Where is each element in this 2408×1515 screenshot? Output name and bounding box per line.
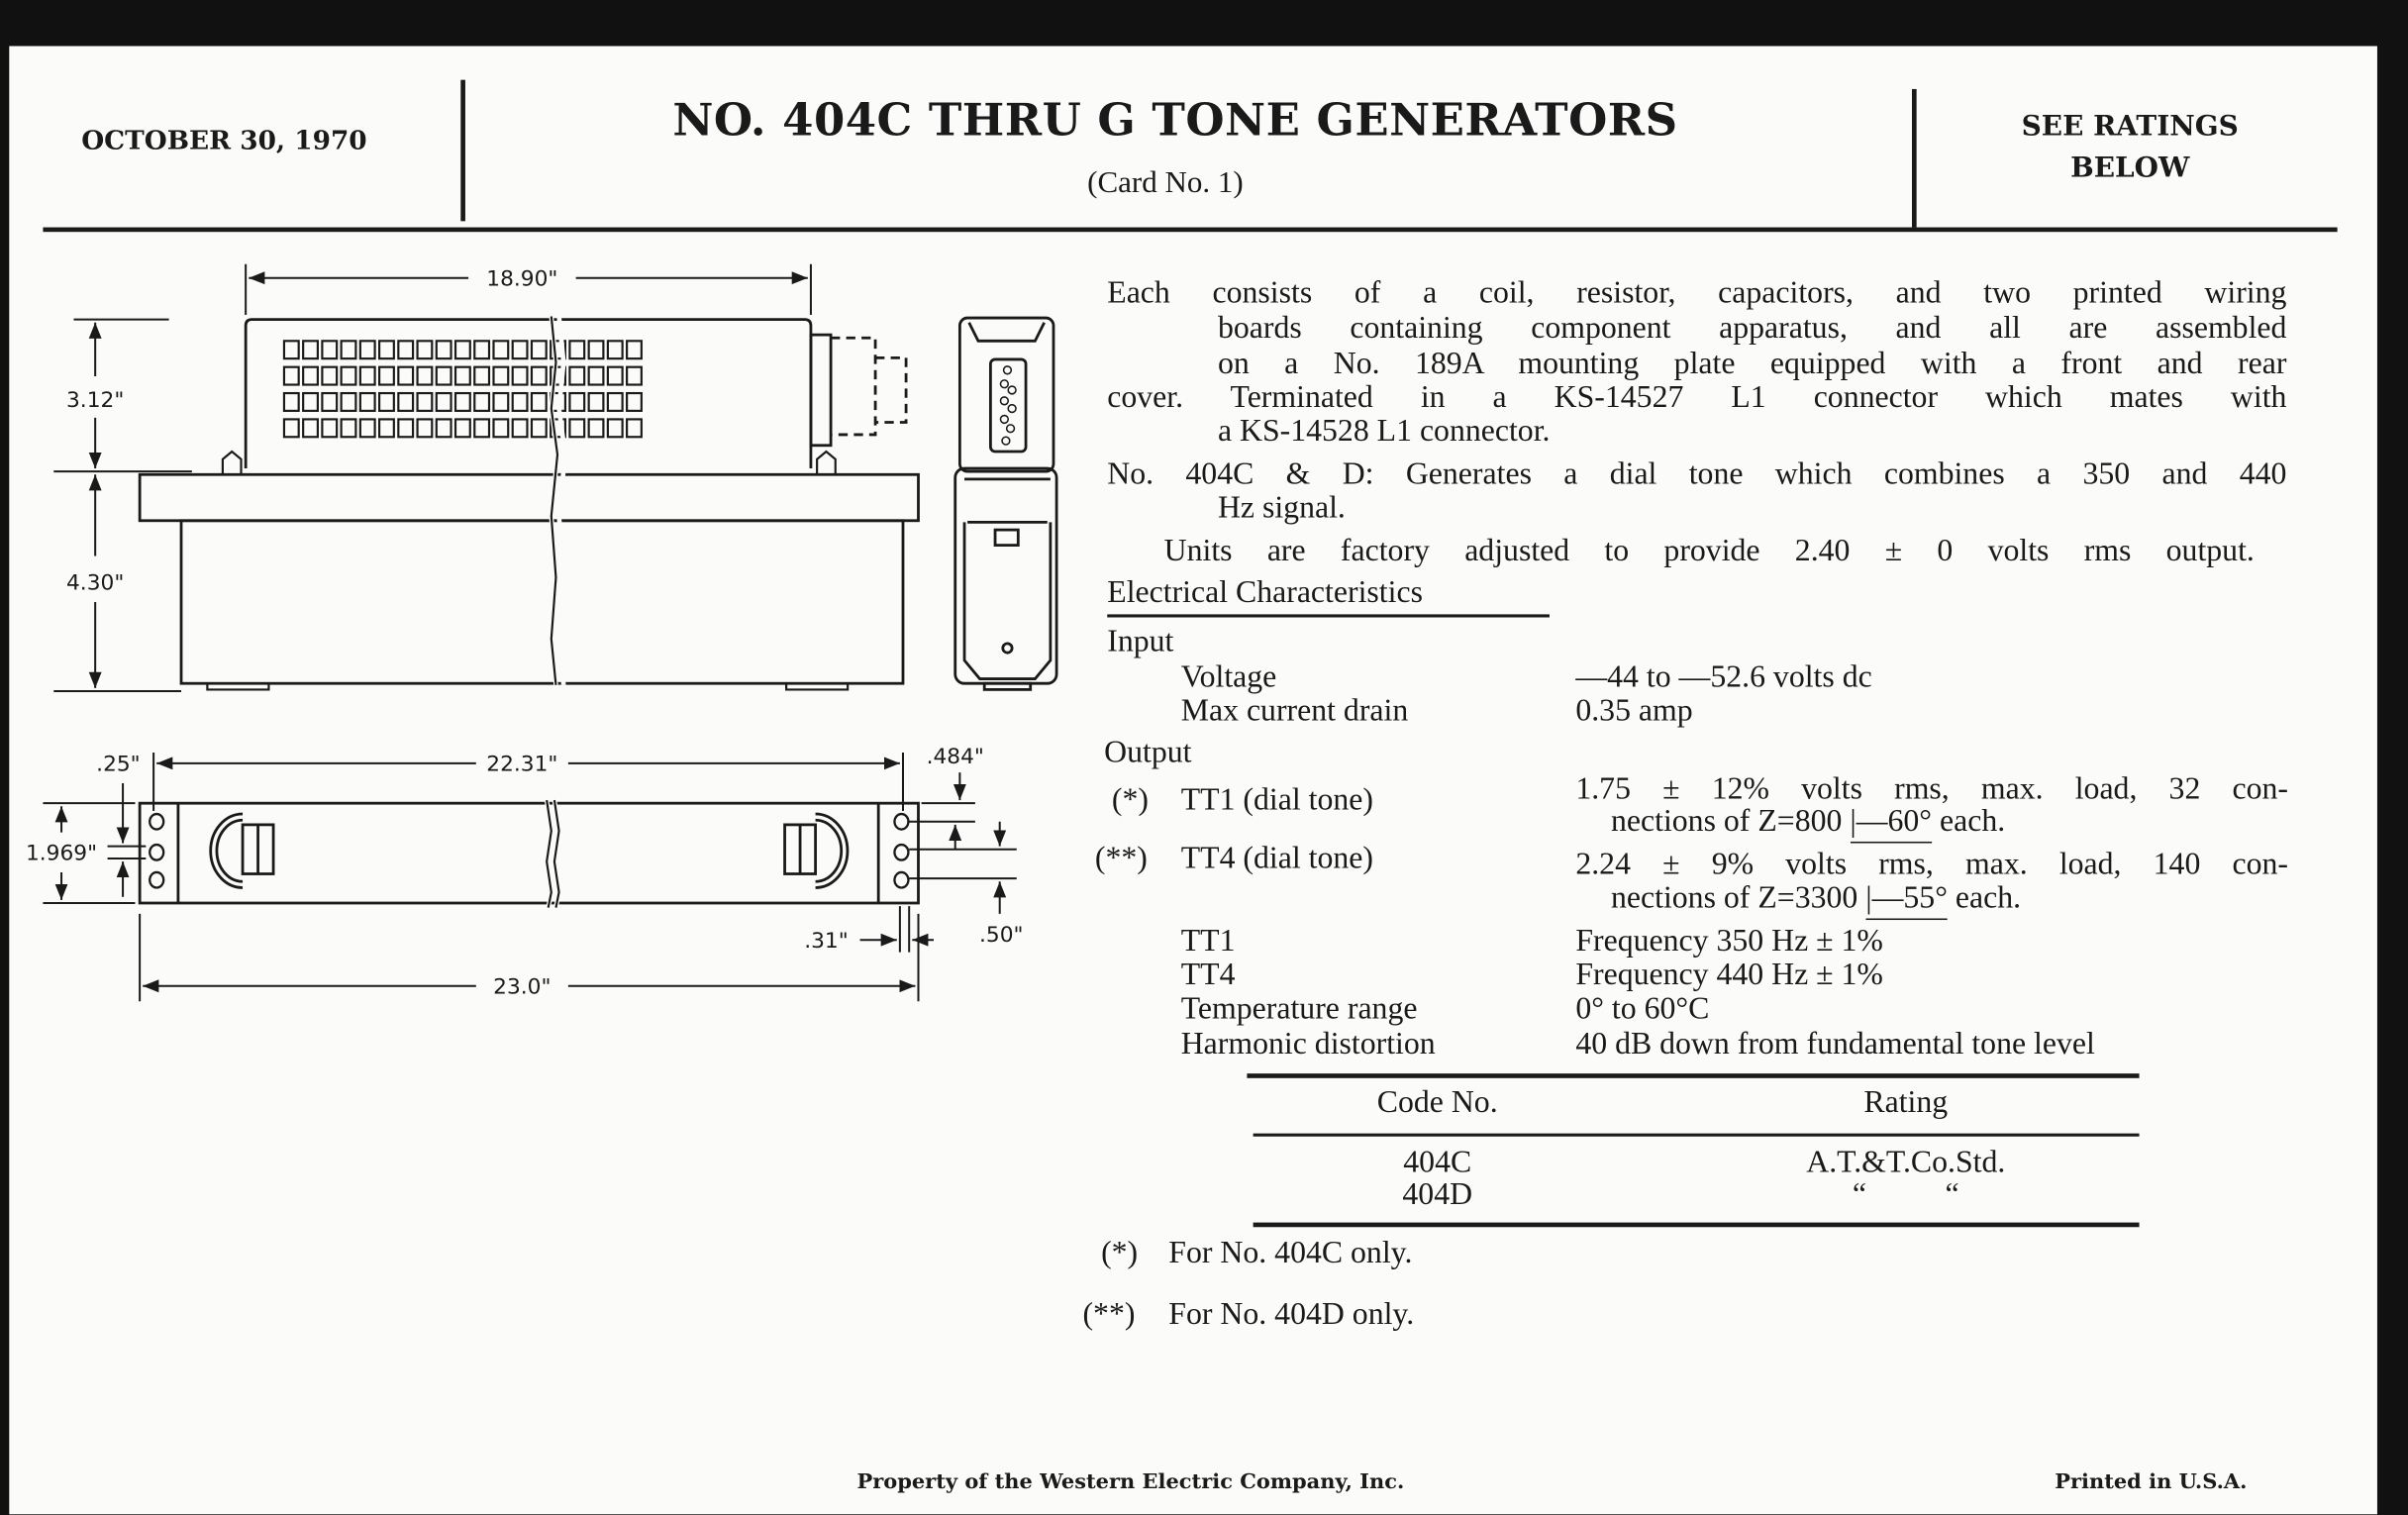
footnote-mark: (*) (1101, 1236, 1139, 1270)
vent-slot (532, 419, 547, 437)
vent-slot (455, 367, 470, 385)
vent-slot (513, 367, 528, 385)
dim-top-hole-offset: .484" (926, 744, 984, 769)
vent-slot (532, 367, 547, 385)
vent-slot (513, 393, 528, 411)
handle-right (785, 814, 848, 887)
vent-slot (398, 419, 413, 437)
vent-slot (493, 341, 508, 358)
card-title: NO. 404C THRU G TONE GENERATORS (672, 93, 1678, 147)
current-value: 0.35 amp (1575, 694, 1693, 729)
vent-slot (474, 367, 489, 385)
voltage-value: —44 to —52.6 volts dc (1575, 659, 1872, 695)
note-cd-line: No. 404C & D: Generates a dial tone which combines a 350 and 440 (1107, 457, 2287, 492)
freq-row-label: TT4 (1180, 958, 1236, 992)
vent-slot (322, 393, 337, 411)
vent-slot (284, 419, 299, 437)
vent-slot (608, 419, 623, 437)
header-divider-left (460, 80, 465, 222)
tt4-value-text: nections of Z=3300 (1610, 881, 1866, 916)
input-label: Input (1107, 625, 1174, 659)
table-top-rule (1247, 1073, 2139, 1078)
vent-slot (608, 367, 623, 385)
footnote-text: For No. 404D only. (1168, 1297, 1415, 1332)
vent-slot (608, 341, 623, 358)
note-cd-line: Hz signal. (1217, 491, 1346, 526)
vent-slot (360, 393, 375, 411)
vent-slot (284, 341, 299, 358)
tt4-value-line-1: 2.24 ± 9% volts rms, max. load, 140 con- (1575, 848, 2288, 882)
vent-slot (303, 367, 318, 385)
vent-slot (474, 341, 489, 358)
vent-slot (322, 367, 337, 385)
vent-slot (379, 367, 394, 385)
vent-slot (284, 367, 299, 385)
freq-row-value: Frequency 440 Hz ± 1% (1575, 958, 1883, 992)
vent-slot (398, 341, 413, 358)
output-label: Output (1104, 735, 1192, 770)
front-view (53, 264, 918, 691)
vent-slot (627, 341, 642, 358)
vent-slot (360, 341, 375, 358)
vent-slot (569, 341, 584, 358)
table-bottom-rule (1254, 1223, 2140, 1228)
adjustment-note: Units are factory adjusted to provide 2.40 ± 0 volts rms output. (1163, 534, 2255, 568)
vent-slot (418, 367, 433, 385)
tt4-footnote-mark: (**) (1094, 841, 1148, 876)
dim-overall-length: 23.0" (493, 974, 552, 1000)
table-header-rating: Rating (1863, 1085, 1949, 1120)
dim-body-height: 4.30" (66, 570, 125, 596)
electrical-heading: Electrical Characteristics (1107, 575, 1423, 610)
vent-slot (455, 393, 470, 411)
vent-slot (418, 393, 433, 411)
dim-top-width: 18.90" (486, 266, 558, 292)
tt4-value-line-2 (1611, 883, 2021, 915)
vent-slot (627, 419, 642, 437)
card-date: OCTOBER 30, 1970 (81, 126, 367, 157)
vent-slot (303, 341, 318, 358)
vent-slot (437, 419, 452, 437)
ratings-note-line-2: BELOW (2070, 152, 2190, 185)
tt1-phase-angle: |—60° (1850, 805, 1932, 844)
freq-row-value: 0° to 60°C (1575, 991, 1710, 1027)
vent-slot (474, 393, 489, 411)
vent-slot (569, 419, 584, 437)
tt4-label: TT4 (dial tone) (1180, 841, 1373, 876)
handle-left (211, 814, 273, 887)
footnote-text: For No. 404C only. (1168, 1236, 1413, 1270)
description-line: boards containing component apparatus, and all are assembled (1217, 311, 2287, 346)
description-line: on a No. 189A mounting plate equipped with a front and rear (1217, 347, 2287, 381)
description-line: Each consists of a coil, resistor, capacitors, and two printed wiring (1107, 276, 2287, 311)
vent-slot (303, 393, 318, 411)
freq-row-value: Frequency 350 Hz ± 1% (1575, 924, 1883, 959)
vent-slot (493, 393, 508, 411)
current-label: Max current drain (1180, 694, 1409, 729)
vent-slot (532, 393, 547, 411)
tt4-phase-angle: |—55° (1865, 881, 1948, 920)
description-line: cover. Terminated in a KS-14527 L1 connector which mates with (1107, 380, 2287, 415)
description-line: a KS-14528 L1 connector. (1217, 414, 1551, 449)
vent-slot (513, 341, 528, 358)
vent-grid (284, 341, 642, 437)
bottom-view (26, 745, 1024, 1001)
freq-row-label: Temperature range (1180, 991, 1418, 1027)
tt4-value-tail: each. (1947, 881, 2022, 916)
footer-printed: Printed in U.S.A. (2055, 1469, 2248, 1495)
vent-slot (398, 367, 413, 385)
vent-slot (342, 393, 356, 411)
vent-slot (322, 341, 337, 358)
vent-slot (569, 393, 584, 411)
vent-slot (608, 393, 623, 411)
vent-slot (322, 419, 337, 437)
vent-slot (455, 419, 470, 437)
vent-slot (303, 419, 318, 437)
voltage-label: Voltage (1180, 659, 1277, 695)
vent-slot (474, 419, 489, 437)
card-subtitle: (Card No. 1) (1087, 165, 1244, 200)
vent-slot (342, 419, 356, 437)
dim-hole-span: 22.31" (486, 752, 558, 777)
dim-edge-offset: .25" (96, 752, 141, 777)
table-cell-rating: “ “ (1852, 1177, 1959, 1212)
table-header-rule (1254, 1134, 2140, 1136)
vent-slot (589, 419, 604, 437)
vent-slot (532, 341, 547, 358)
vent-slot (418, 419, 433, 437)
table-header-code: Code No. (1376, 1085, 1498, 1120)
vent-slot (398, 393, 413, 411)
vent-slot (437, 341, 452, 358)
tt1-value-tail: each. (1932, 804, 2006, 839)
vent-slot (513, 419, 528, 437)
ratings-note-line-1: SEE RATINGS (2021, 110, 2239, 144)
vent-slot (342, 341, 356, 358)
vent-slot (589, 341, 604, 358)
vent-slot (284, 393, 299, 411)
tt1-label: TT1 (dial tone) (1180, 783, 1373, 818)
vent-slot (342, 367, 356, 385)
vent-slot (360, 419, 375, 437)
vent-slot (379, 393, 394, 411)
vent-slot (493, 367, 508, 385)
freq-row-value: 40 dB down from fundamental tone level (1575, 1027, 2095, 1061)
dimension-drawing (0, 246, 1090, 1014)
freq-row-label: TT1 (1180, 924, 1236, 959)
footnote-mark: (**) (1082, 1297, 1136, 1332)
vent-slot (418, 341, 433, 358)
dim-depth: 1.969" (25, 841, 98, 866)
dim-cover-height: 3.12" (66, 388, 125, 414)
header-divider-right (1912, 89, 1917, 228)
footer-property: Property of the Western Electric Company, Inc. (856, 1469, 1405, 1495)
header-rule (43, 228, 2337, 233)
vent-slot (379, 341, 394, 358)
dim-plate-thickness: .31" (804, 928, 849, 954)
side-view (955, 318, 1056, 689)
vent-slot (627, 393, 642, 411)
vent-slot (589, 367, 604, 385)
table-cell-rating: A.T.&T.Co.Std. (1806, 1146, 2006, 1180)
heading-underline (1107, 614, 1550, 617)
tt1-value-line-2 (1611, 806, 2005, 838)
vent-slot (589, 393, 604, 411)
tt1-value-text: nections of Z=800 (1610, 804, 1851, 839)
vent-slot (493, 419, 508, 437)
dim-hole-pitch: .50" (979, 922, 1024, 948)
tt1-footnote-mark: (*) (1111, 783, 1150, 818)
freq-row-label: Harmonic distortion (1180, 1027, 1436, 1061)
vent-slot (437, 393, 452, 411)
vent-slot (379, 419, 394, 437)
vent-slot (627, 367, 642, 385)
vent-slot (569, 367, 584, 385)
tt1-value-line-1: 1.75 ± 12% volts rms, max. load, 32 con- (1575, 772, 2288, 807)
table-cell-code: 404C (1403, 1146, 1472, 1180)
vent-slot (437, 367, 452, 385)
vent-slot (455, 341, 470, 358)
vent-slot (360, 367, 375, 385)
table-cell-code: 404D (1402, 1177, 1473, 1212)
